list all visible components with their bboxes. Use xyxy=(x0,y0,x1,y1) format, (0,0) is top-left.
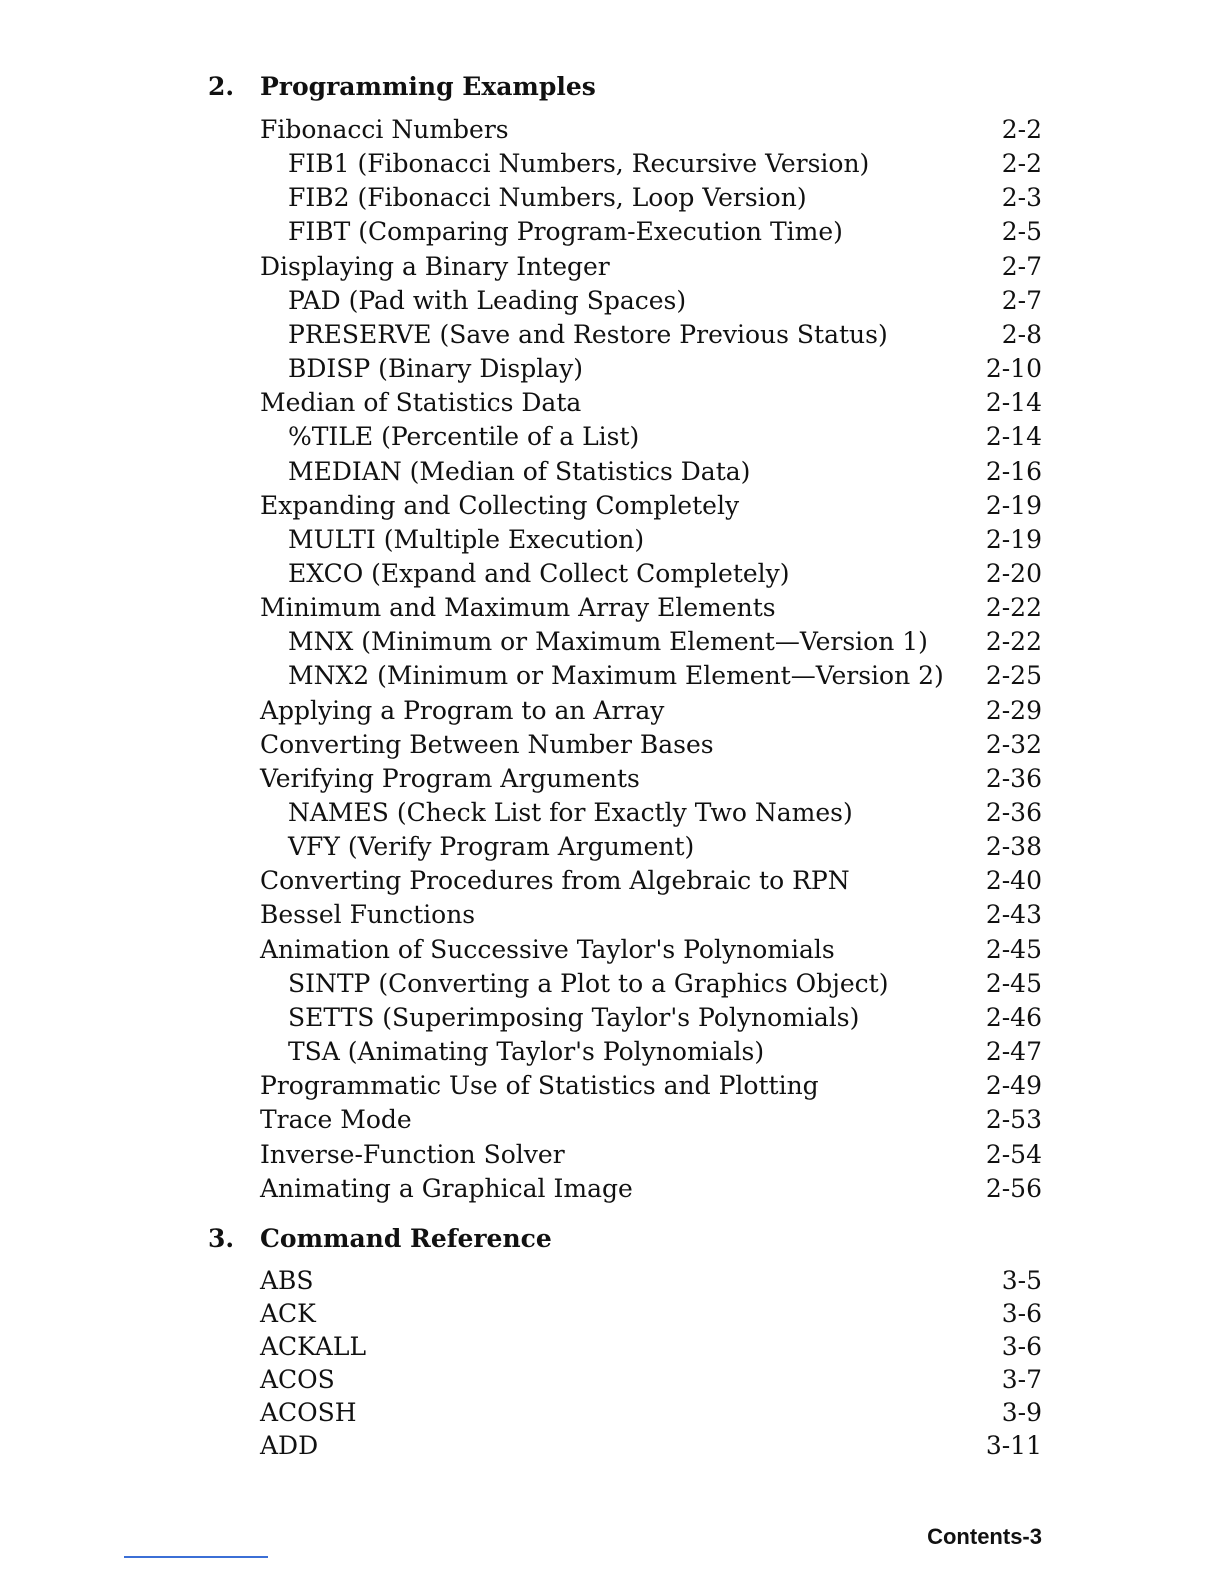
toc-entry[interactable] xyxy=(0,1138,1224,1172)
footer-rule xyxy=(124,1556,268,1558)
toc-entry-page-number: 2-53 xyxy=(985,1105,1042,1135)
toc-entry-page-number: 2-45 xyxy=(985,934,1042,964)
toc-entry-page-number: 2-20 xyxy=(985,558,1042,588)
toc-entry[interactable] xyxy=(0,318,1224,352)
toc-entry-title: ABS xyxy=(260,1264,322,1298)
toc-entry-title: TSA (Animating Taylor's Polynomials) xyxy=(288,1035,772,1069)
toc-entry-title: Expanding and Collecting Completely xyxy=(260,489,747,523)
toc-entry-title: Animation of Successive Taylor's Polynomials xyxy=(260,933,843,967)
toc-entry-page-number: 2-36 xyxy=(985,798,1042,827)
toc-entry-page-number: 2-54 xyxy=(985,1139,1042,1169)
toc-entry[interactable] xyxy=(0,659,1224,693)
toc-entry-title: VFY (Verify Program Argument) xyxy=(288,830,702,864)
toc-entry-title: Minimum and Maximum Array Elements xyxy=(260,591,784,625)
toc-entry-page-number: 2-5 xyxy=(1001,217,1042,247)
toc-entry-title: Median of Statistics Data xyxy=(260,386,589,420)
toc-entry-page-number: 2-29 xyxy=(985,695,1042,725)
toc-entry-page-number: 2-10 xyxy=(985,354,1042,384)
toc-entry-page-number: 2-46 xyxy=(985,1002,1042,1032)
toc-entry[interactable] xyxy=(0,933,1224,967)
toc-entry-page-number: 2-16 xyxy=(985,456,1042,486)
toc-entry[interactable] xyxy=(0,967,1224,1001)
toc-entry-page-number: 2-22 xyxy=(985,593,1042,623)
toc-entry-page-number: 3-5 xyxy=(1001,1266,1042,1295)
toc-entry-page-number: 2-2 xyxy=(1001,115,1042,144)
toc-entry[interactable] xyxy=(0,591,1224,625)
toc-entry-page-number: 2-8 xyxy=(1001,319,1042,349)
toc-entry[interactable] xyxy=(0,1429,1224,1463)
toc-entry-title: Bessel Functions xyxy=(260,898,483,932)
toc-entry-page-number: 2-7 xyxy=(1001,251,1042,281)
toc-entry[interactable] xyxy=(0,1172,1224,1206)
toc-entry[interactable] xyxy=(0,250,1224,284)
toc-entry[interactable] xyxy=(0,864,1224,898)
toc-entry-title: Converting Procedures from Algebraic to RPN xyxy=(260,864,858,898)
toc-entry-title: ACK xyxy=(260,1297,324,1331)
chapter-number: 2. xyxy=(208,72,235,101)
toc-entry-title: Verifying Program Arguments xyxy=(260,762,648,796)
toc-entry-title: Fibonacci Numbers xyxy=(260,113,517,147)
toc-entry-page-number: 2-14 xyxy=(985,422,1042,452)
toc-entry[interactable] xyxy=(0,113,1224,147)
toc-entry-title: SINTP (Converting a Plot to a Graphics Object) xyxy=(288,967,896,1001)
toc-entry-title: %TILE (Percentile of a List) xyxy=(288,420,647,454)
toc-entry-title: MULTI (Multiple Execution) xyxy=(288,523,652,557)
toc-entry[interactable] xyxy=(0,1103,1224,1137)
toc-entry-title: Animating a Graphical Image xyxy=(260,1172,641,1206)
toc-entry-page-number: 2-45 xyxy=(985,968,1042,998)
toc-entry[interactable] xyxy=(0,420,1224,454)
toc-entry-page-number: 2-47 xyxy=(985,1037,1042,1067)
toc-entry-title: Trace Mode xyxy=(260,1103,420,1137)
toc-entry-title: ACOSH xyxy=(260,1396,365,1430)
toc-entry[interactable] xyxy=(0,796,1224,830)
toc-entry-title: Applying a Program to an Array xyxy=(260,694,672,728)
toc-entry[interactable] xyxy=(0,455,1224,489)
toc-entry-page-number: 2-14 xyxy=(985,388,1042,418)
toc-entry-page-number: 2-56 xyxy=(985,1173,1042,1203)
page-footer-label: Contents-3 xyxy=(927,1524,1042,1549)
toc-entry[interactable] xyxy=(0,1069,1224,1103)
toc-entry[interactable] xyxy=(0,489,1224,523)
toc-entry-page-number: 2-19 xyxy=(985,524,1042,554)
toc-entry[interactable] xyxy=(0,830,1224,864)
toc-entry[interactable] xyxy=(0,352,1224,386)
toc-entry[interactable] xyxy=(0,181,1224,215)
toc-entry[interactable] xyxy=(0,898,1224,932)
toc-entry-title: MNX2 (Minimum or Maximum Element—Version 2) xyxy=(288,659,952,693)
toc-entry-title: ACOS xyxy=(260,1363,343,1397)
toc-entry[interactable] xyxy=(0,694,1224,728)
toc-entry-page-number: 2-2 xyxy=(1001,149,1042,179)
toc-entry-page-number: 3-7 xyxy=(1001,1365,1042,1394)
toc-entry[interactable] xyxy=(0,762,1224,796)
toc-entry[interactable] xyxy=(0,1330,1224,1364)
toc-entry-page-number: 2-22 xyxy=(985,627,1042,657)
toc-entry-page-number: 3-9 xyxy=(1001,1398,1042,1427)
toc-entry-page-number: 3-6 xyxy=(1001,1299,1042,1328)
toc-entry-title: Displaying a Binary Integer xyxy=(260,250,618,284)
toc-entry-page-number: 2-7 xyxy=(1001,285,1042,315)
toc-entry-title: PAD (Pad with Leading Spaces) xyxy=(288,284,694,318)
toc-entry-page-number: 3-6 xyxy=(1001,1332,1042,1361)
toc-entry-title: EXCO (Expand and Collect Completely) xyxy=(288,557,798,591)
toc-entry-page-number: 2-19 xyxy=(985,490,1042,520)
toc-entry[interactable] xyxy=(0,1035,1224,1069)
toc-entry-title: PRESERVE (Save and Restore Previous Status) xyxy=(288,318,896,352)
toc-entry-page-number: 2-43 xyxy=(985,900,1042,930)
chapter-number: 3. xyxy=(208,1224,235,1253)
chapter-title: Programming Examples xyxy=(260,72,596,101)
toc-entry[interactable] xyxy=(0,1264,1224,1298)
toc-entry-title: ADD xyxy=(260,1429,326,1463)
toc-entry[interactable] xyxy=(0,557,1224,591)
toc-entry-page-number: 2-3 xyxy=(1001,183,1042,213)
toc-entry-page-number: 2-36 xyxy=(985,763,1042,793)
toc-entry-title: FIB1 (Fibonacci Numbers, Recursive Version) xyxy=(288,147,877,181)
toc-entry-title: FIBT (Comparing Program-Execution Time) xyxy=(288,215,851,249)
toc-entry-page-number: 2-49 xyxy=(985,1071,1042,1101)
toc-entry-title: MEDIAN (Median of Statistics Data) xyxy=(288,455,758,489)
toc-entry-title: ACKALL xyxy=(260,1330,374,1364)
toc-entry-title: Inverse-Function Solver xyxy=(260,1138,573,1172)
toc-entry[interactable] xyxy=(0,147,1224,181)
chapter-title: Command Reference xyxy=(260,1224,552,1253)
toc-entry[interactable] xyxy=(0,1396,1224,1430)
toc-entry-title: Converting Between Number Bases xyxy=(260,728,722,762)
toc-entry-title: MNX (Minimum or Maximum Element—Version 1) xyxy=(288,625,936,659)
toc-entry-title: NAMES (Check List for Exactly Two Names) xyxy=(288,796,861,830)
toc-entry[interactable] xyxy=(0,1001,1224,1035)
toc-entry[interactable] xyxy=(0,1297,1224,1331)
toc-entry[interactable] xyxy=(0,284,1224,318)
toc-entry-title: BDISP (Binary Display) xyxy=(288,352,591,386)
toc-entry-title: FIB2 (Fibonacci Numbers, Loop Version) xyxy=(288,181,815,215)
toc-entry[interactable] xyxy=(0,523,1224,557)
toc-entry-page-number: 2-25 xyxy=(985,661,1042,691)
toc-entry[interactable] xyxy=(0,625,1224,659)
toc-entry[interactable] xyxy=(0,728,1224,762)
toc-entry-page-number: 2-38 xyxy=(985,832,1042,862)
toc-entry-page-number: 2-32 xyxy=(985,729,1042,759)
toc-entry-page-number: 3-11 xyxy=(985,1431,1042,1460)
toc-entry[interactable] xyxy=(0,1363,1224,1397)
toc-entry-page-number: 2-40 xyxy=(985,866,1042,896)
toc-entry-title: Programmatic Use of Statistics and Plotting xyxy=(260,1069,827,1103)
toc-entry-title: SETTS (Superimposing Taylor's Polynomials) xyxy=(288,1001,867,1035)
toc-entry[interactable] xyxy=(0,215,1224,249)
toc-entry[interactable] xyxy=(0,386,1224,420)
